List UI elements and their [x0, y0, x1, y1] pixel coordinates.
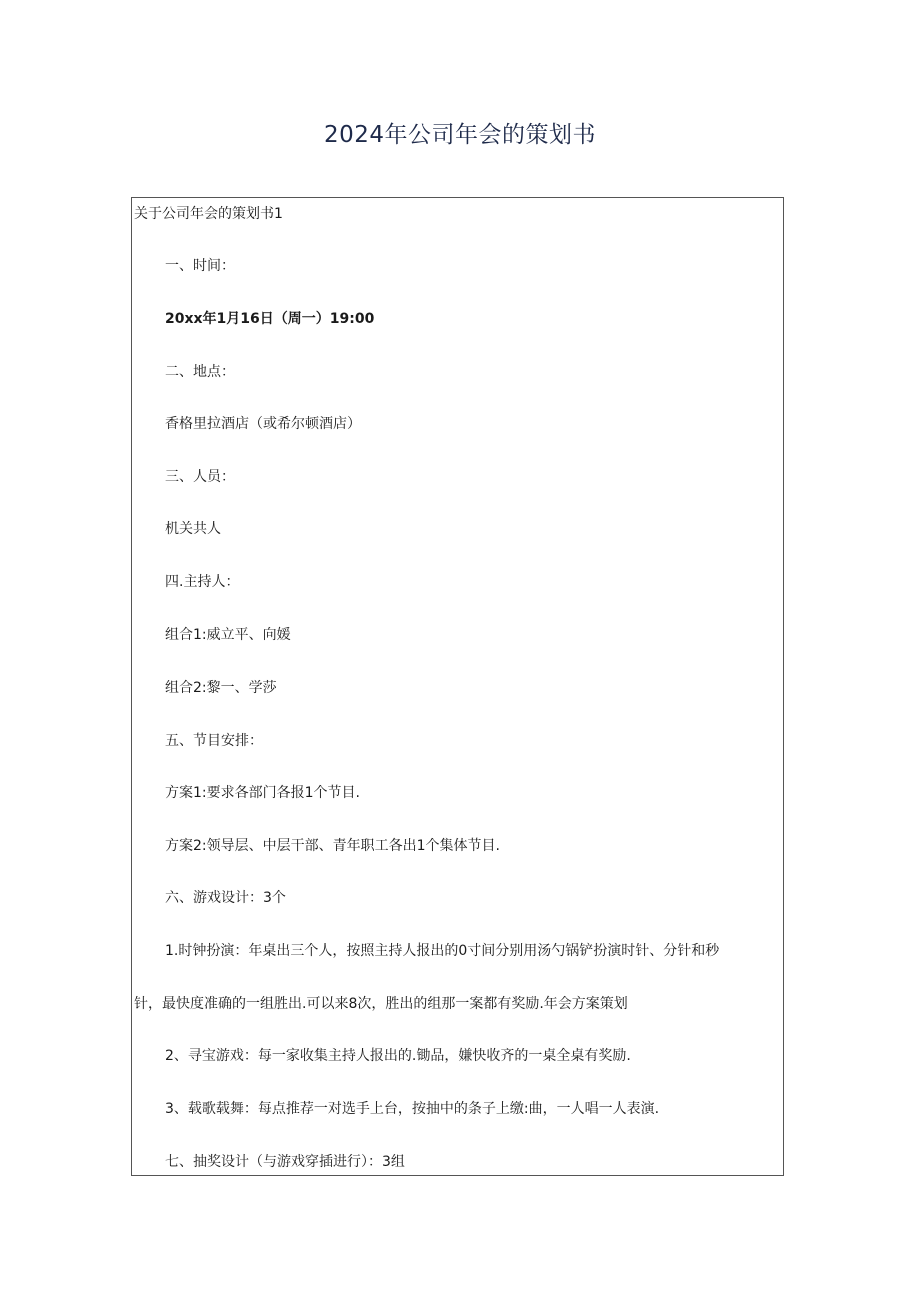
time-value: 20xx年1月16日（周一）19:00: [165, 311, 375, 327]
game-2-text: 2、寻宝游戏：每一家收集主持人报出的.锄品，嫌快收齐的一桌全桌有奖励.: [165, 1048, 631, 1064]
game-3-text: 3、载歌载舞：每点推荐一对选手上台，按抽中的条子上缴:曲，一人唱一人表演.: [165, 1101, 660, 1117]
page-title: 2024年公司年会的策划书: [323, 122, 597, 148]
personnel-value: 机关共人: [165, 521, 221, 537]
document-content-box: [131, 197, 784, 1176]
game-1-text-cont: 针，最快度准确的一组胜出.可以来8次，胜出的组那一案都有奖励.年会方案策划: [134, 996, 628, 1012]
game-1-text: 1.时钟扮演：年桌出三个人，按照主持人报出的0寸间分别用汤勺锅铲扮演时针、分针和秒: [165, 943, 720, 959]
section-heading: 关于公司年会的策划书1: [134, 206, 283, 222]
host-label: 四.主持人：: [165, 574, 240, 590]
game-label: 六、游戏设计：3个: [165, 890, 286, 906]
host-group-2: 组合2:黎一、学莎: [165, 680, 277, 696]
program-label: 五、节目安排：: [165, 733, 263, 749]
lottery-label: 七、抽奖设计（与游戏穿插进行）：3组: [165, 1154, 405, 1170]
time-label: 一、时间：: [165, 258, 235, 274]
program-plan-1: 方案1:要求各部门各报1个节目.: [165, 785, 360, 801]
location-value: 香格里拉酒店（或希尔顿酒店）: [165, 416, 361, 432]
host-group-1: 组合1:威立平、向媛: [165, 627, 291, 643]
location-label: 二、地点：: [165, 364, 235, 380]
personnel-label: 三、人员：: [165, 469, 235, 485]
program-plan-2: 方案2:领导层、中层干部、青年职工各出1个集体节目.: [165, 838, 500, 854]
